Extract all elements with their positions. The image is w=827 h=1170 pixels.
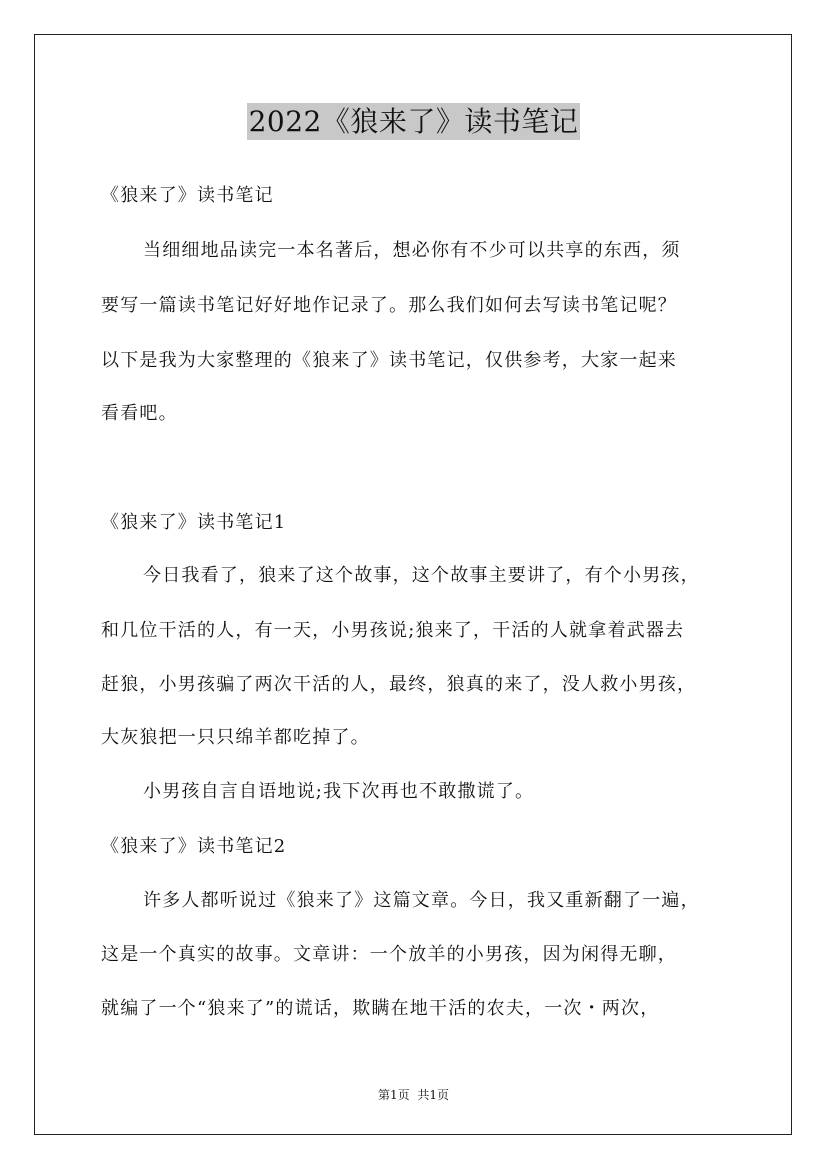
paragraph-line: 大灰狼把一只只绵羊都吃掉了。 xyxy=(101,727,370,748)
paragraph-line: 小男孩自言自语地说;我下次再也不敢撒谎了。 xyxy=(143,781,535,802)
document-title: 2022《狼来了》读书笔记 xyxy=(248,105,579,138)
paragraph-line: 赶狼，小男孩骗了两次干活的人，最终，狼真的来了，没人救小男孩， xyxy=(101,674,697,695)
page-number: 第1页 xyxy=(378,1088,410,1102)
paragraph-line: 和几位干活的人，有一天，小男孩说;狼来了，干活的人就拿着武器去 xyxy=(101,620,685,641)
page-total: 共1页 xyxy=(417,1088,449,1102)
section-heading-1: 《狼来了》读书笔记1 xyxy=(101,512,287,533)
paragraph-line: 以下是我为大家整理的《狼来了》读书笔记，仅供参考，大家一起来 xyxy=(101,350,677,371)
paragraph-line: 许多人都听说过《狼来了》这篇文章。今日，我又重新翻了一遍， xyxy=(143,890,700,911)
paragraph-line: 看看吧。 xyxy=(101,403,178,424)
subtitle-heading: 《狼来了》读书笔记 xyxy=(101,185,274,206)
page-footer xyxy=(0,1086,827,1103)
paragraph-line: 要写一篇读书笔记好好地作记录了。那么我们如何去写读书笔记呢？ xyxy=(101,295,677,316)
paragraph-line: 今日我看了，狼来了这个故事，这个故事主要讲了，有个小男孩， xyxy=(143,565,700,586)
paragraph-line: 这是一个真实的故事。文章讲：一个放羊的小男孩，因为闲得无聊， xyxy=(101,944,677,965)
paragraph-line: 就编了一个“狼来了”的谎话，欺瞒在地干活的农夫，一次・两次， xyxy=(101,998,660,1019)
paragraph-line: 当细细地品读完一本名著后，想必你有不少可以共享的东西，须 xyxy=(143,240,681,261)
section-heading-2: 《狼来了》读书笔记2 xyxy=(101,836,287,857)
document-title-wrap xyxy=(0,100,827,140)
